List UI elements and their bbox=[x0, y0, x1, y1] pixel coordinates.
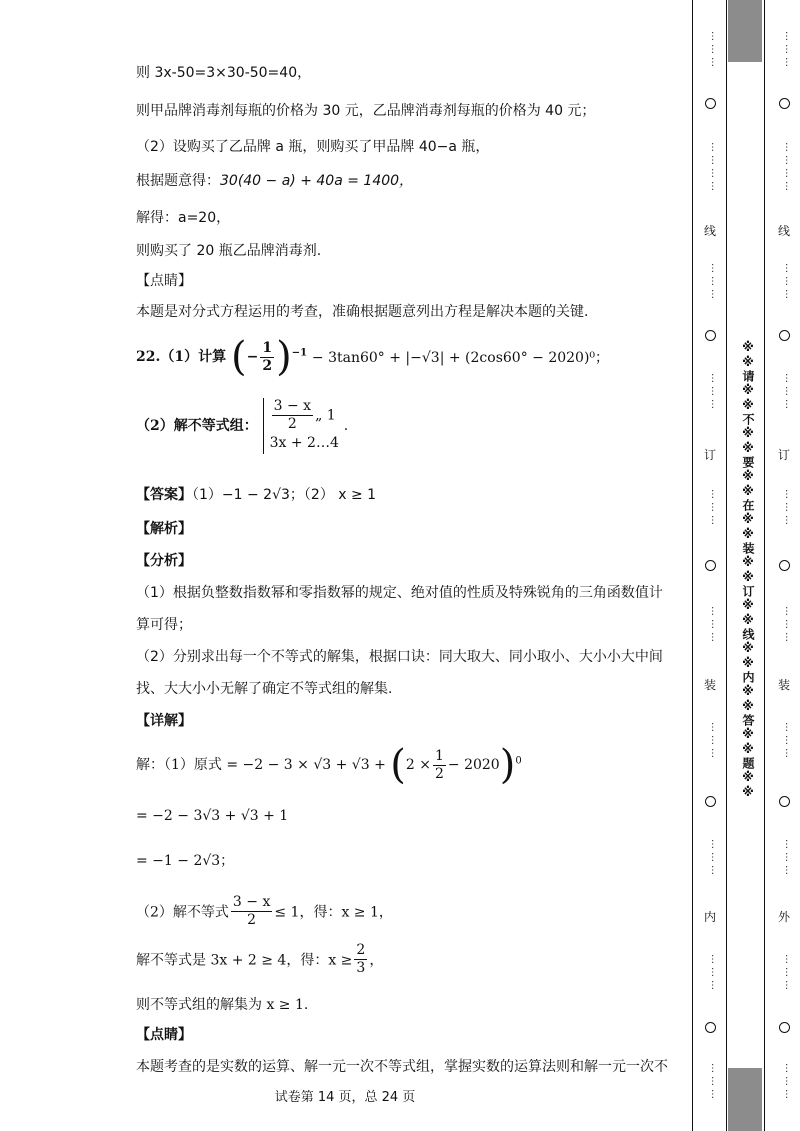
binding-circle-icon bbox=[705, 560, 716, 571]
binding-char-wai: 外 bbox=[777, 910, 790, 924]
binding-warning: ※※请※※不※※要※※在※※装※※订※※线※※内※※答※※题※※ bbox=[741, 340, 755, 800]
binding-circle-icon bbox=[779, 796, 790, 807]
dianjing-heading: 【点睛】 bbox=[136, 273, 192, 289]
system-line-2: 3x + 2…4 bbox=[269, 434, 339, 451]
gray-bar-bottom bbox=[728, 1068, 762, 1131]
system-fraction: $\frac{3 - x}{2}$ bbox=[273, 398, 312, 432]
margin-line-left bbox=[692, 0, 693, 1131]
question-22-part2: （2）解不等式组： $\frac{3 - x}{2}$ „ 1 3x + 2…4 . bbox=[136, 398, 348, 454]
binding-column-outer: ……… ………… 线 ……… ……… 订 ……… ……… 装 ……… ……… 外 ……… ……… bbox=[774, 0, 794, 1131]
question-22-head: 22.（1）计算 bbox=[136, 349, 227, 365]
binding-char-zhuang-outer: 装 bbox=[777, 678, 790, 692]
binding-circle-icon bbox=[779, 560, 790, 571]
page-footer: 试卷第 14 页，总 24 页 bbox=[274, 1090, 416, 1105]
step-1-prefix: 解：（1）原式 = −2 − 3 × √3 + √3 + bbox=[136, 757, 386, 773]
binding-column-inner: ……… ………… 线 ……… ……… 订 ……… ……… 装 ……… ……… 内 ……… ……… bbox=[700, 0, 720, 1131]
question-22-tail: − 3tan60° + |−√3| + (2cos60° − 2020)⁰； bbox=[311, 350, 610, 366]
solution-line-6: 则购买了 20 瓶乙品牌消毒剂. bbox=[136, 243, 322, 259]
binding-char-xian: 线 bbox=[703, 224, 716, 238]
binding-circle-icon bbox=[705, 796, 716, 807]
question-22-part1: 22.（1）计算 (− $\frac{1}{2}$ )$^{-1}$ − 3tan60° + |−√3| + (2cos60° − 2020)⁰； bbox=[136, 334, 610, 380]
fenxi-heading: 【分析】 bbox=[136, 553, 192, 569]
binding-char-ding: 订 bbox=[703, 448, 716, 462]
detail-step-5: 解不等式是 3x + 2 ≥ 4，得：x ≥ $\frac{2}{3}$ ， bbox=[136, 942, 384, 976]
dianjing2-text: 本题考查的是实数的运算、解一元一次不等式组，掌握实数的运算法则和解一元一次不 bbox=[136, 1059, 668, 1075]
analysis-1b: 算可得； bbox=[136, 617, 192, 633]
binding-circle-icon bbox=[705, 98, 716, 109]
step-5-prefix: 解不等式是 3x + 2 ≥ 4，得：x ≥ bbox=[136, 952, 353, 969]
jiexi-heading: 【解析】 bbox=[136, 521, 192, 537]
analysis-2a: （2）分别求出每一个不等式的解集，根据口诀：同大取大、同小取小、大小小大中间 bbox=[136, 649, 663, 665]
binding-circle-icon bbox=[779, 330, 790, 341]
dianjing-text: 本题是对分式方程运用的考查，准确根据题意列出方程是解决本题的关键. bbox=[136, 304, 589, 320]
binding-char-nei: 内 bbox=[703, 910, 716, 924]
analysis-2b: 找、大大小小无解了确定不等式组的解集. bbox=[136, 681, 393, 697]
exponent-neg-one: −1 bbox=[291, 347, 308, 359]
margin-line-right bbox=[764, 0, 765, 1131]
inequality-system: $\frac{3 - x}{2}$ „ 1 3x + 2…4 bbox=[263, 398, 339, 454]
detail-step-6: 则不等式组的解集为 x ≥ 1. bbox=[136, 997, 309, 1013]
binding-char-zhuang: 装 bbox=[703, 678, 716, 692]
binding-circle-icon bbox=[705, 330, 716, 341]
equation-prefix: 根据题意得： bbox=[136, 173, 220, 189]
question-22-part2-label: （2）解不等式组： bbox=[136, 417, 258, 434]
solution-line-2: 则甲品牌消毒剂每瓶的价格为 30 元，乙品牌消毒剂每瓶的价格为 40 元； bbox=[136, 103, 596, 119]
solution-line-5: 解得：a=20， bbox=[136, 210, 231, 226]
gray-bar-top bbox=[728, 0, 762, 62]
binding-char-ding-outer: 订 bbox=[777, 448, 790, 462]
detail-step-4 bbox=[136, 894, 393, 929]
solution-line-3: （2）设购买了乙品牌 a 瓶，则购买了甲品牌 40−a 瓶， bbox=[136, 139, 490, 155]
dianjing2-heading: 【点睛】 bbox=[136, 1027, 192, 1043]
step-5-fraction: $\frac{2}{3}$ bbox=[356, 942, 366, 976]
margin-line-mid bbox=[726, 0, 727, 1131]
detail-step-1: 解：（1）原式 = −2 − 3 × √3 + √3 + (2 × $\frac{1}{2}$ − 2020)$^0$ bbox=[136, 742, 522, 788]
step-4-fraction: $\frac{3 - x}{2}$ bbox=[232, 894, 271, 928]
equation-math: 30(40 − a) + 40a = 1400， bbox=[220, 173, 414, 189]
answer-text: （1）−1 − 2√3；（2） x ≥ 1 bbox=[192, 487, 377, 503]
paren-close: ) bbox=[276, 334, 292, 380]
binding-char-xian-outer: 线 bbox=[777, 224, 790, 238]
fraction-half: $\frac{1}{2}$ bbox=[262, 339, 273, 374]
step-4-suffix: ≤ 1，得：x ≥ 1， bbox=[274, 904, 393, 921]
step-4-prefix: （2）解不等式 bbox=[136, 904, 229, 921]
paren-open: ( bbox=[230, 334, 247, 380]
equation-line bbox=[136, 170, 413, 190]
binding-circle-icon bbox=[705, 1022, 716, 1033]
step-1-fraction: $\frac{1}{2}$ bbox=[434, 747, 444, 782]
xiangjie-heading: 【详解】 bbox=[136, 713, 192, 729]
analysis-1a: （1）根据负整数指数幂和零指数幂的规定、绝对值的性质及特殊锐角的三角函数值计 bbox=[136, 585, 663, 601]
solution-line-1: 则 3x-50=3×30-50=40， bbox=[136, 65, 312, 81]
binding-circle-icon bbox=[779, 98, 790, 109]
answer-line bbox=[136, 484, 376, 504]
detail-step-2: = −2 − 3√3 + √3 + 1 bbox=[136, 808, 289, 824]
detail-step-3: = −1 − 2√3； bbox=[136, 853, 235, 869]
answer-label: 【答案】 bbox=[136, 487, 192, 503]
binding-circle-icon bbox=[779, 1022, 790, 1033]
